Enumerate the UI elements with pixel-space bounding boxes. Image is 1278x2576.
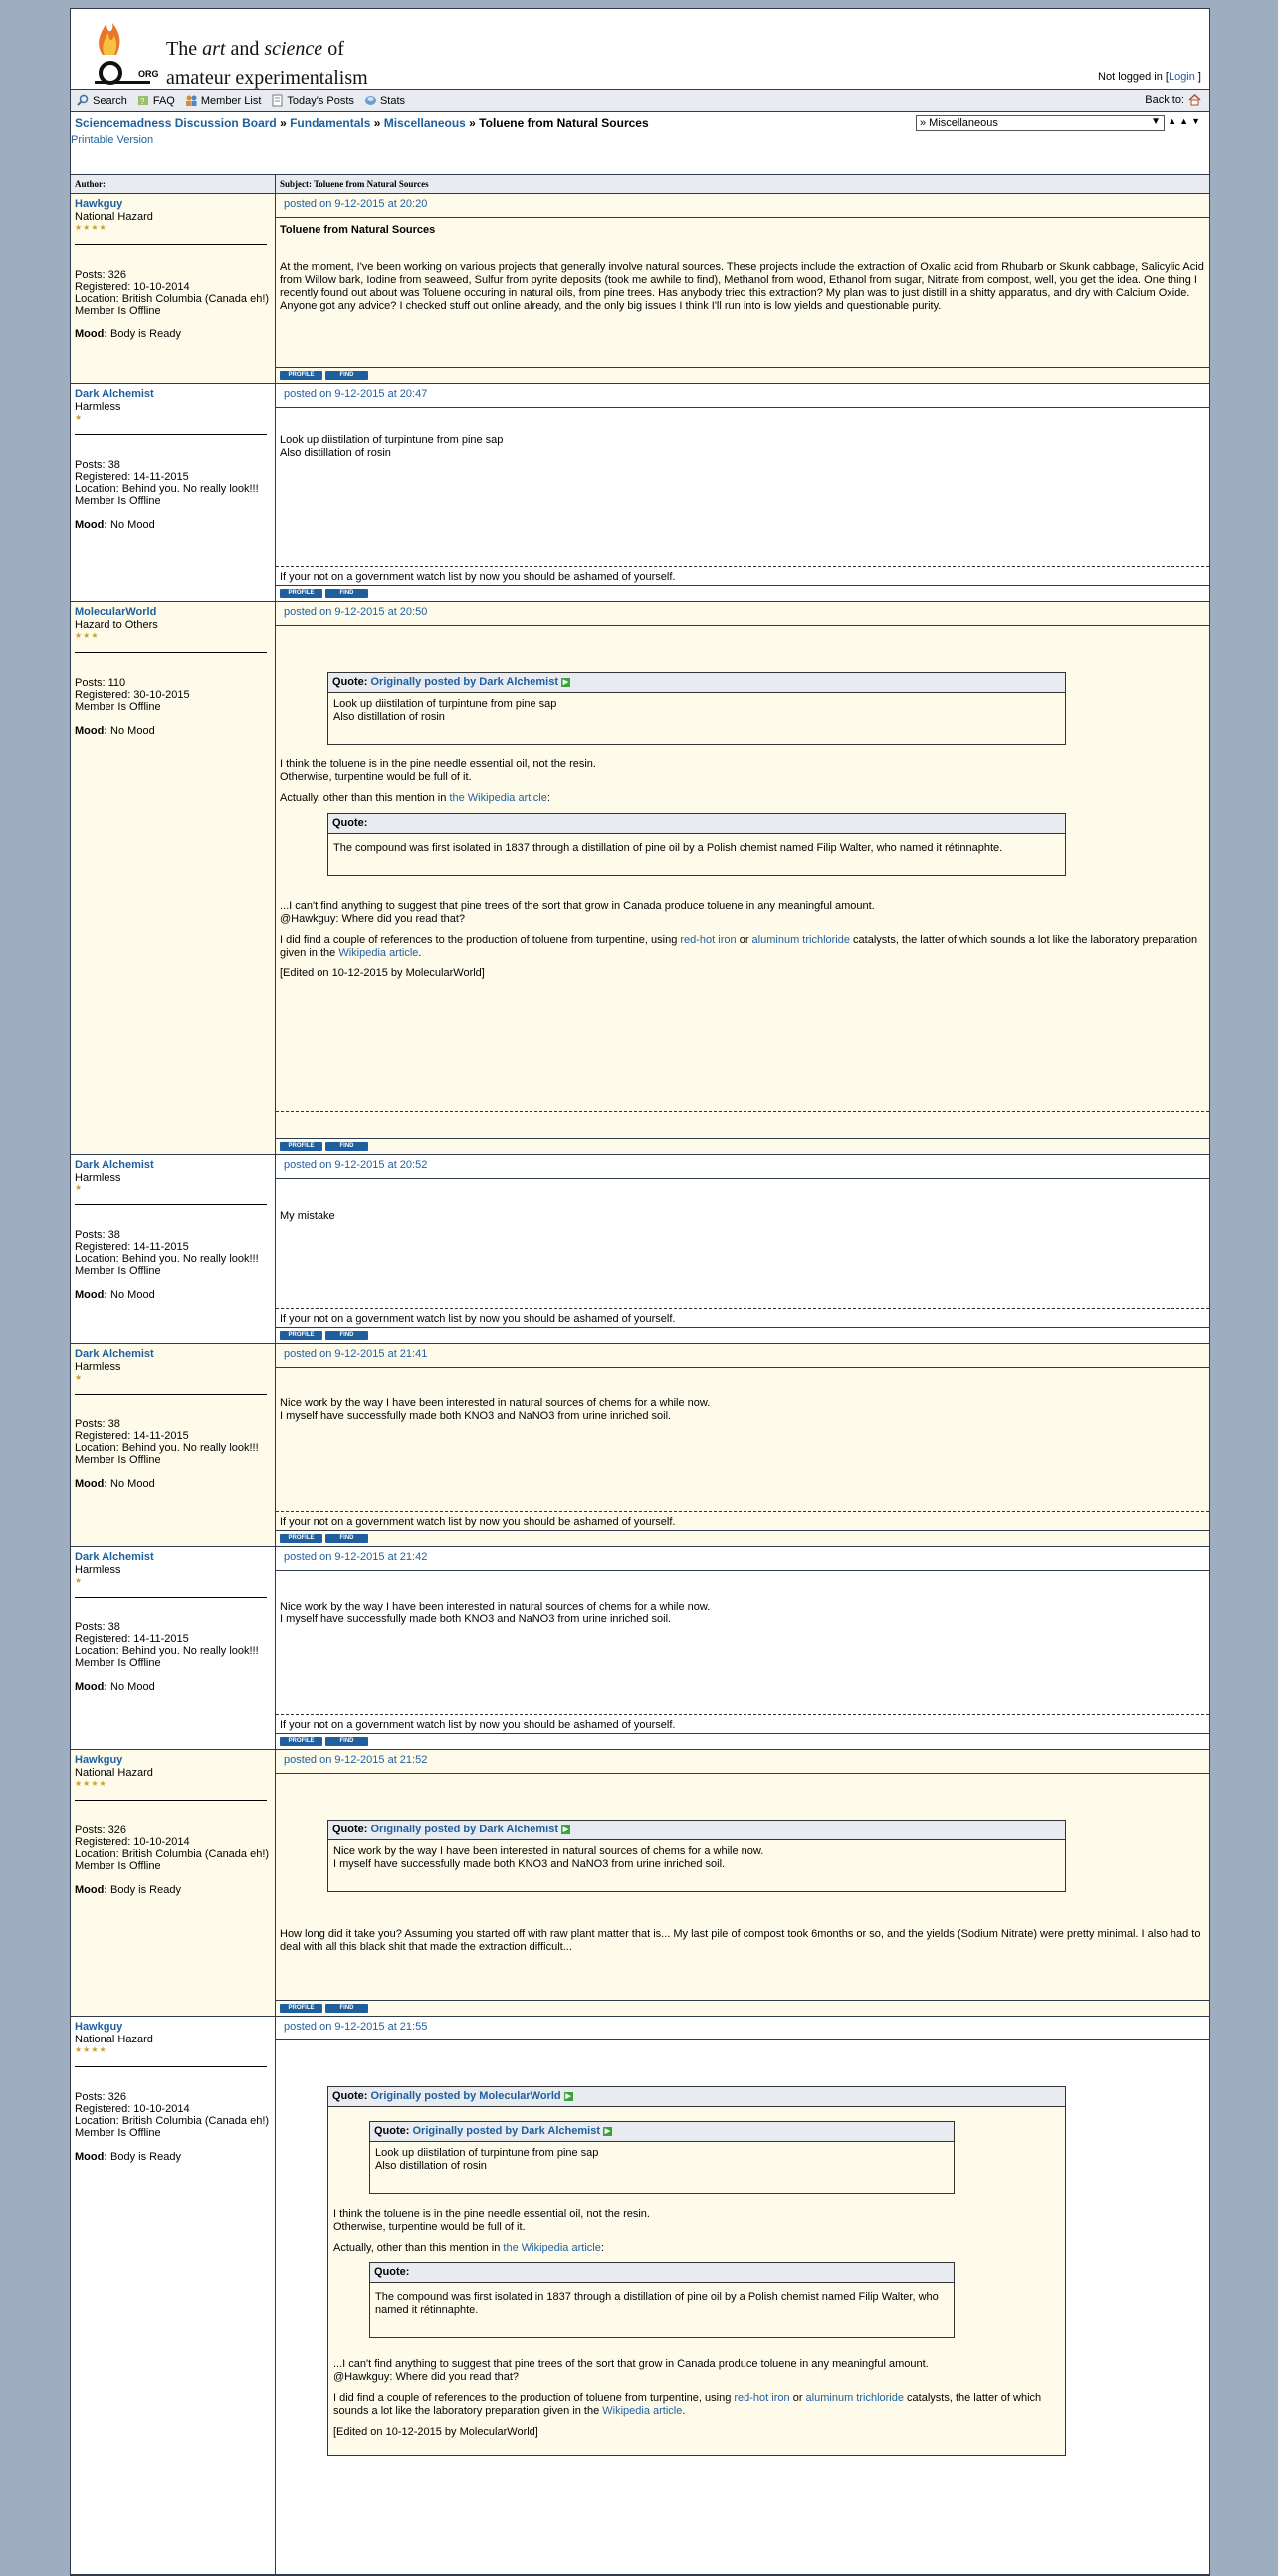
mood-label: Mood: [75,1478,107,1490]
breadcrumb-sep: » [370,116,384,130]
login-status-text: Not logged in [ [1098,71,1169,83]
quote-body [328,693,1065,744]
post-text: At the moment, I've been working on various projects that generally involve natural sources. These projects include the extraction of Oxalic acid from Rhubarb or Skunk cabbage, Salicylic Acid from Willow bark, Iodine from seaweed, Sulfur from pyrite deposits (took me awhile to find), Methanol from wood, Ethanol from sugar, Nitrate from compost, well, you get the idea. One thing I recently found out about was Toluene occuring in natural oils, from pine trees. Has anybody tried this extraction? My plan was to just distill in a shitty apparatus, and dry with Calcium Oxide. Anyone got any advice? I checked stuff out online already, and the only big issues I think I'll run into is low yields and questionable purity. [280,261,1204,312]
wikipedia-link[interactable]: Wikipedia article [602,2405,683,2417]
author-location: Location: Behind you. No really look!!! [75,1253,259,1265]
post-date: posted on 9-12-2015 at 20:50 [276,602,1209,626]
profile-button[interactable]: PROFILE [280,589,322,598]
tagline-science: science [264,38,323,60]
rank-stars-icon: ★ [75,1183,84,1192]
author-posts: Posts: 326 [75,269,126,281]
post [71,194,1209,384]
chevron-down-icon: ▼ [1151,116,1161,127]
quote-block [327,813,1066,876]
author-status: Member Is Offline [75,305,161,317]
quote-line: Also distillation of rosin [333,711,445,723]
post-paragraph [280,934,1205,960]
mood-value: Body is Ready [110,1884,181,1896]
post-content [276,2040,1209,2574]
profile-button[interactable]: PROFILE [280,2004,322,2013]
toolbar-faq[interactable] [137,94,175,107]
go-to-post-icon[interactable]: ▶ [565,2092,571,2100]
author-rank: Hazard to Others [75,619,158,631]
quote-header [328,673,1065,693]
author-posts: Posts: 38 [75,1621,120,1633]
author-registered: Registered: 10-10-2014 [75,1836,190,1848]
toolbar-stats-label: Stats [379,94,406,107]
post-content [276,218,1209,367]
quote-header: Quote: [328,814,1065,834]
mood-value: Body is Ready [110,328,181,340]
quote-line: I myself have successfully made both KNO3 and NaNO3 from urine inriched soil. [333,1858,726,1870]
author-rank: Harmless [75,1361,121,1373]
quote-block [327,2086,1066,2456]
toolbar-stats[interactable] [364,94,405,107]
author-posts: Posts: 326 [75,1825,126,1836]
author-registered: Registered: 14-11-2015 [75,1633,189,1645]
search-icon [77,94,90,107]
divider [75,1394,267,1395]
post-actions [276,1138,1209,1154]
site-header [71,9,1209,90]
page-container [70,8,1210,2576]
author-posts: Posts: 38 [75,1418,120,1430]
author-location: Location: Behind you. No really look!!! [75,483,259,495]
post [71,602,1209,1155]
author-posts: Posts: 326 [75,2091,126,2103]
post-author-panel [71,1344,276,1546]
quote-header [370,2122,954,2142]
post-date: posted on 9-12-2015 at 21:42 [276,1547,1209,1571]
post [71,1547,1209,1750]
author-mood [75,725,271,737]
post-body [276,384,1209,601]
quote-line: I think the toluene is in the pine needle essential oil, not the resin. [333,2208,650,2220]
author-name[interactable]: Dark Alchemist [75,388,154,400]
author-status: Member Is Offline [75,2127,161,2139]
quote-body: The compound was first isolated in 1837 through a distillation of pine oil by a Polish chemist named Filip Walter, who named it rétinnaphte. [333,842,1003,854]
go-to-post-icon[interactable]: ▶ [562,678,569,686]
author-status: Member Is Offline [75,701,161,713]
toolbar-member-list[interactable] [185,94,262,107]
profile-button[interactable]: PROFILE [280,1142,322,1151]
author-posts: Posts: 110 [75,677,126,689]
mood-label: Mood: [75,1884,107,1896]
author-status: Member Is Offline [75,1454,161,1466]
post-content [276,626,1209,1111]
post-line: : [546,792,550,804]
toolbar-member-list-label: Member List [200,94,262,107]
profile-button[interactable]: PROFILE [280,1534,322,1543]
breadcrumb-subforum[interactable]: Miscellaneous [383,116,466,130]
post-line: . [418,947,422,959]
quote-body [328,1840,1065,1891]
site-logo[interactable] [77,15,415,87]
post-body [276,602,1209,1154]
quote-block [327,1820,1066,1892]
quote-line: Actually, other than this mention in [333,2242,504,2254]
post-date: posted on 9-12-2015 at 20:20 [276,194,1209,218]
profile-button[interactable]: PROFILE [280,371,322,380]
post-actions [276,367,1209,383]
divider [75,1800,267,1801]
toolbar-search[interactable] [77,94,127,107]
breadcrumb-row [71,112,1209,134]
quote-block [327,672,1066,745]
profile-button[interactable]: PROFILE [280,1737,322,1746]
divider [75,434,267,435]
members-icon [185,94,198,107]
quote-line: catalysts, the latter of which sounds a lot like the laboratory preparation given in the [333,2392,1042,2417]
thread-nav-arrows[interactable]: ▲▲▼ [1168,116,1203,126]
post [71,1750,1209,2017]
quote-body [328,2107,1065,2455]
quote-line: I did find a couple of references to the production of toluene from turpentine, using [333,2392,735,2404]
quote-line: or [789,2392,806,2404]
post-text-line: Nice work by the way I have been interested in natural sources of chems for a while now. [280,1601,711,1612]
printable-version-link[interactable]: Printable Version [71,134,154,146]
post-line: Otherwise, turpentine would be full of it. [280,771,472,783]
divider [75,1597,267,1598]
quote-line: @Hawkguy: Where did you read that? [333,2371,520,2383]
red-hot-iron-link[interactable]: red-hot iron [734,2392,790,2404]
post-date: posted on 9-12-2015 at 20:52 [276,1155,1209,1179]
thread-table-header [71,175,1209,194]
subject-column-header: Subject: Toluene from Natural Sources [280,179,429,189]
author-rank: Harmless [75,401,121,413]
post-signature: If your not on a government watch list by now you should be ashamed of yourself. [276,1511,1209,1530]
author-rank: National Hazard [75,2034,153,2045]
todays-posts-icon [271,94,284,107]
author-status: Member Is Offline [75,1265,161,1277]
post-date: posted on 9-12-2015 at 21:52 [276,1750,1209,1774]
quote-author-link[interactable]: Dark Alchemist [479,1824,558,1835]
author-mood [75,1681,271,1693]
profile-button[interactable]: PROFILE [280,1331,322,1340]
post-paragraph [280,792,1205,805]
tagline-line2: amateur experimentalism [166,67,368,89]
post-line: I did find a couple of references to the production of toluene from turpentine, using [280,934,681,946]
find-button[interactable]: FIND [325,589,368,598]
find-button[interactable]: FIND [325,1737,368,1746]
quote-label: Quote: [332,1824,371,1835]
post-edited: [Edited on 10-12-2015 by MolecularWorld] [280,967,485,979]
divider [75,652,267,653]
quote-line: Also distillation of rosin [375,2160,487,2172]
tagline-part: The [166,38,203,60]
post-date: posted on 9-12-2015 at 20:47 [276,384,1209,408]
thread-table [71,174,1209,2575]
home-icon[interactable] [1188,93,1201,106]
mood-label: Mood: [75,1289,107,1301]
post-body [276,1344,1209,1546]
rank-stars-icon: ★ [75,413,84,422]
quote-body: The compound was first isolated in 1837 through a distillation of pine oil by a Polish chemist named Filip Walter, who named it rétinnaphte. [375,2291,939,2316]
mood-label: Mood: [75,1681,107,1693]
author-mood [75,1884,271,1896]
go-to-post-icon[interactable]: ▶ [604,2127,611,2135]
wikipedia-link[interactable]: Wikipedia article [338,947,419,959]
post-author-panel [71,1547,276,1749]
author-location: Location: Behind you. No really look!!! [75,1645,259,1657]
post-actions [276,1530,1209,1546]
printable-row [71,134,1209,174]
red-hot-iron-link[interactable]: red-hot iron [680,934,737,946]
logo-tag: ORG [138,69,159,79]
quote-by-label: Originally posted by [370,2090,480,2102]
quote-paragraph [333,2358,1060,2384]
quote-line: Look up diistilation of turpintune from pine sap [375,2147,599,2159]
quote-line: Look up diistilation of turpintune from pine sap [333,698,557,710]
author-name[interactable]: Hawkguy [75,198,123,210]
quote-body [370,2142,954,2193]
author-name[interactable]: Hawkguy [75,1754,123,1766]
divider [75,2066,267,2067]
author-posts: Posts: 38 [75,459,120,471]
post-signature: If your not on a government watch list by now you should be ashamed of yourself. [276,566,1209,585]
divider [75,244,267,245]
post-text-line: I myself have successfully made both KNO3 and NaNO3 from urine inriched soil. [280,1613,672,1625]
author-mood [75,328,271,340]
toolbar-faq-label: FAQ [152,94,175,107]
post [71,1344,1209,1547]
post-text-line: I myself have successfully made both KNO3 and NaNO3 from urine inriched soil. [280,1410,672,1422]
quote-header [328,1821,1065,1840]
breadcrumb-forum[interactable]: Fundamentals [290,116,371,130]
find-button[interactable]: FIND [325,371,368,380]
post-line: Actually, other than this mention in [280,792,450,804]
stats-icon [364,94,377,107]
author-name[interactable]: Dark Alchemist [75,1348,154,1360]
go-to-post-icon[interactable]: ▶ [562,1825,569,1833]
author-mood [75,2151,271,2163]
author-registered: Registered: 14-11-2015 [75,471,189,483]
post-actions [276,1733,1209,1749]
author-location: Location: British Columbia (Canada eh!) [75,293,270,305]
post-signature [276,1111,1209,1138]
post-line: ...I can't find anything to suggest that pine trees of the sort that grow in Canada produce toluene in any meaningful amount. [280,900,875,912]
tagline-part: and [225,38,265,60]
mood-value: No Mood [110,1289,155,1301]
breadcrumb-board[interactable]: Sciencemadness Discussion Board [75,116,277,130]
quote-label: Quote: [332,2090,371,2102]
toolbar-todays-posts-label: Today's Posts [287,94,354,107]
post [71,2017,1209,2575]
quote-header [328,2087,1065,2107]
breadcrumb-sep: » [276,116,291,130]
tagline-art: art [202,38,226,60]
find-button[interactable]: FIND [325,2004,368,2013]
toolbar-search-label: Search [93,94,127,107]
quote-label: Quote: [374,2125,413,2137]
post-signature: If your not on a government watch list by now you should be ashamed of yourself. [276,1308,1209,1327]
author-name[interactable]: MolecularWorld [75,606,157,618]
post-line: I think the toluene is in the pine needle essential oil, not the resin. [280,758,596,770]
quote-paragraph [333,2392,1060,2418]
rank-stars-icon: ★★★★ [75,223,107,232]
author-status: Member Is Offline [75,1657,161,1669]
divider [75,1204,267,1205]
forum-jump-value: » Miscellaneous [920,117,998,129]
rank-stars-icon: ★ [75,1373,84,1382]
login-status [1098,71,1201,83]
author-location: Location: Behind you. No really look!!! [75,1442,259,1454]
post-author-panel [71,2017,276,2574]
post-paragraph [280,758,1205,784]
quote-line: . [682,2405,686,2417]
mood-label: Mood: [75,328,107,340]
quote-author-link[interactable]: Dark Alchemist [521,2125,600,2137]
author-location: Location: British Columbia (Canada eh!) [75,1848,270,1860]
post-author-panel [71,384,276,601]
mood-value: No Mood [110,1478,155,1490]
rank-stars-icon: ★ [75,1576,84,1585]
rank-stars-icon: ★★★★ [75,2045,107,2054]
post-signature: If your not on a government watch list by now you should be ashamed of yourself. [276,1714,1209,1733]
author-rank: National Hazard [75,1767,153,1779]
quote-by-label: Originally posted by [370,1824,480,1835]
aluminum-trichloride-link[interactable]: aluminum trichloride [805,2392,904,2404]
author-name[interactable]: Dark Alchemist [75,1159,154,1171]
quote-header: Quote: [370,2263,954,2283]
quote-by-label: Originally posted by [370,676,480,688]
post-content [276,408,1209,566]
post-text-line: Look up diistilation of turpintune from pine sap [280,434,504,446]
author-rank: National Hazard [75,211,153,223]
find-button[interactable]: FIND [325,1331,368,1340]
author-rank: Harmless [75,1172,121,1183]
author-posts: Posts: 38 [75,1229,120,1241]
post-text-line: Nice work by the way I have been interested in natural sources of chems for a while now. [280,1397,711,1409]
back-to-label: Back to: [1145,93,1184,106]
author-mood [75,1478,271,1490]
author-column-header: Author: [71,175,276,193]
author-name[interactable]: Dark Alchemist [75,1551,154,1563]
quote-paragraph [333,2208,1060,2234]
post-paragraph [280,900,1205,926]
login-status-end: ] [1194,71,1201,83]
post-author-panel [71,1750,276,2016]
rank-stars-icon: ★★★ [75,631,100,640]
post [71,1155,1209,1344]
author-name[interactable]: Hawkguy [75,2021,123,2033]
mood-value: No Mood [110,519,155,531]
post-content [276,1571,1209,1714]
author-rank: Harmless [75,1564,121,1576]
quote-edited: [Edited on 10-12-2015 by MolecularWorld] [333,2426,538,2438]
mood-value: No Mood [110,1681,155,1693]
post-line: @Hawkguy: Where did you read that? [280,913,466,925]
post-author-panel [71,1155,276,1343]
quote-label: Quote: [332,676,371,688]
back-to[interactable] [1145,93,1201,106]
post-actions [276,1327,1209,1343]
post-date: posted on 9-12-2015 at 21:55 [276,2017,1209,2040]
main-toolbar [71,90,1209,112]
quote-paragraph [333,2242,1060,2254]
author-registered: Registered: 30-10-2015 [75,689,190,701]
site-tagline [166,35,368,93]
mood-value: Body is Ready [110,2151,181,2163]
post-author-panel [71,602,276,1154]
post-subject: Toluene from Natural Sources [280,224,436,236]
find-button[interactable]: FIND [325,1142,368,1151]
find-button[interactable]: FIND [325,1534,368,1543]
quote-line: ...I can't find anything to suggest that pine trees of the sort that grow in Canada produce toluene in any meaningful amount. [333,2358,929,2370]
tagline-part: of [322,38,344,60]
mood-value: No Mood [110,725,155,737]
post-content [276,1179,1209,1308]
quote-author-link[interactable]: MolecularWorld [479,2090,561,2102]
login-link[interactable]: Login [1168,71,1195,83]
forum-jump-select[interactable] [916,115,1165,131]
mood-label: Mood: [75,2151,107,2163]
post-actions [276,2000,1209,2016]
post-body [276,1155,1209,1343]
nested-quote-block [369,2121,955,2194]
wikipedia-link[interactable]: the Wikipedia article [503,2242,601,2254]
toolbar-todays-posts[interactable] [271,94,354,107]
post-actions [276,585,1209,601]
aluminum-trichloride-link[interactable]: aluminum trichloride [751,934,850,946]
author-registered: Registered: 10-10-2014 [75,2103,190,2115]
rank-stars-icon: ★★★★ [75,1779,107,1788]
faq-icon [137,94,150,107]
author-mood [75,519,271,531]
author-mood [75,1289,271,1301]
svg-text:?: ? [139,97,145,106]
author-registered: Registered: 10-10-2014 [75,281,190,293]
post-text: How long did it take you? Assuming you started off with raw plant matter that is... My last pile of compost took 6months or so, and the yields (Sodium Nitrate) were pretty minimal. I also had to deal with all this black shit that made the extraction difficult... [280,1928,1201,1953]
wikipedia-link[interactable]: the Wikipedia article [449,792,547,804]
post-line: catalysts, the latter of which sounds a lot like the laboratory preparation given in the [280,934,1198,959]
quote-line: Nice work by the way I have been interested in natural sources of chems for a while now. [333,1845,764,1857]
post [71,384,1209,602]
author-registered: Registered: 14-11-2015 [75,1241,189,1253]
post-content [276,1368,1209,1511]
post-text-line: Also distillation of rosin [280,447,391,459]
post-text-line: My mistake [280,1210,335,1222]
author-registered: Registered: 14-11-2015 [75,1430,189,1442]
post-body [276,2017,1209,2574]
quote-line: Otherwise, turpentine would be full of it. [333,2221,526,2233]
post-content [276,1774,1209,2000]
breadcrumb-sep: » [465,116,480,130]
post-line: or [736,934,752,946]
author-location: Location: British Columbia (Canada eh!) [75,2115,270,2127]
breadcrumb [75,116,649,130]
post-date: posted on 9-12-2015 at 21:41 [276,1344,1209,1368]
mood-label: Mood: [75,519,107,531]
author-status: Member Is Offline [75,495,161,507]
post-body [276,1750,1209,2016]
post-author-panel [71,194,276,383]
mood-label: Mood: [75,725,107,737]
post-body [276,1547,1209,1749]
quote-author-link[interactable]: Dark Alchemist [479,676,558,688]
post-body [276,194,1209,383]
breadcrumb-thread: Toluene from Natural Sources [479,116,649,130]
quote-line: : [600,2242,604,2254]
nested-quote-block [369,2262,955,2338]
author-status: Member Is Offline [75,1860,161,1872]
quote-by-label: Originally posted by [412,2125,522,2137]
